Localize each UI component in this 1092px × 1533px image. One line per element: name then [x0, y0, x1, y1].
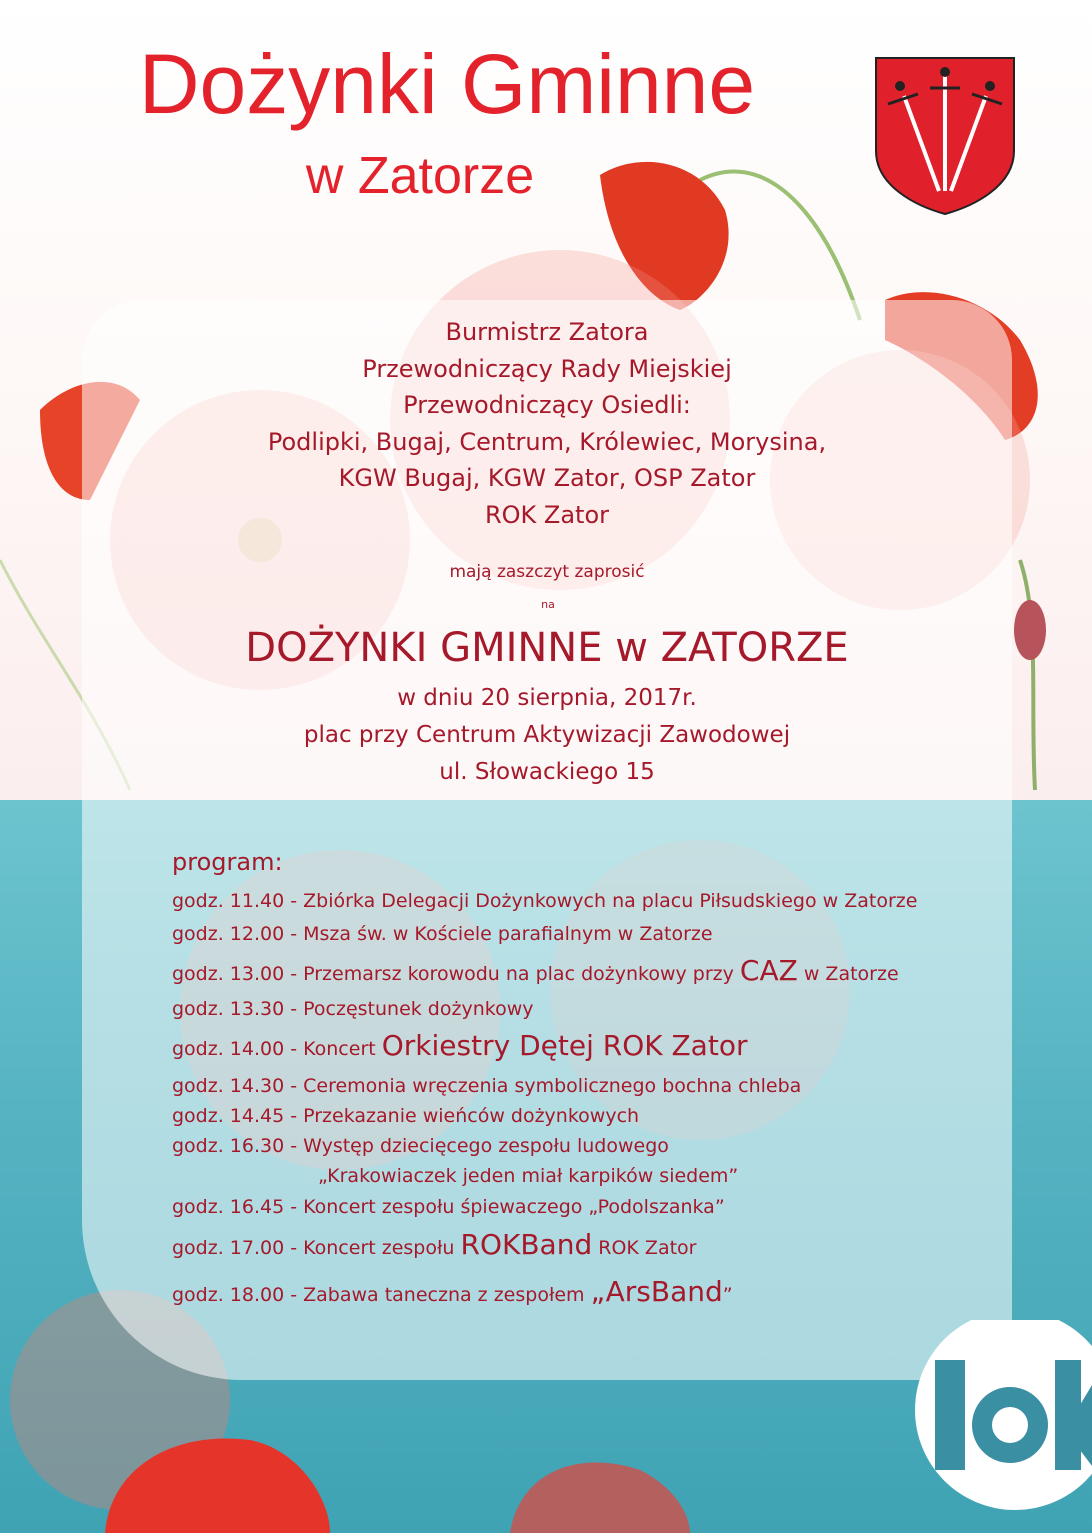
organizers-list: [200, 314, 894, 533]
program-item: godz. 13.00 - Przemarsz korowodu na plac dożynkowy przy CAZ w Zatorze: [172, 954, 899, 987]
program-heading: program:: [172, 848, 283, 876]
organizer-line: Burmistrz Zatora: [445, 318, 649, 346]
program-highlight: CAZ: [739, 954, 798, 987]
program-item: godz. 12.00 - Msza św. w Kościele parafialnym w Zatorze: [172, 923, 713, 945]
sub-title: w Zatorze: [305, 147, 535, 205]
program-highlight: Orkiestry Dętej ROK Zator: [381, 1029, 748, 1062]
program-item: godz. 14.45 - Przekazanie wieńców dożynkowych: [172, 1105, 640, 1127]
zator-coat-of-arms-icon: [874, 56, 1016, 216]
program-item: godz. 17.00 - Koncert zespołu ROKBand ROK Zator: [172, 1228, 697, 1261]
main-title: Dożynki Gminne: [138, 37, 756, 131]
invite-text: mają zaszczyt zaprosić: [449, 562, 645, 582]
organizer-line: Przewodniczący Osiedli:: [403, 391, 691, 419]
program-item: godz. 14.30 - Ceremonia wręczenia symbolicznego bochna chleba: [172, 1075, 802, 1097]
program-item: godz. 16.45 - Koncert zespołu śpiewaczego „Podolszanka”: [172, 1196, 725, 1218]
program-item: godz. 13.30 - Poczęstunek dożynkowy: [172, 998, 534, 1020]
program-item: godz. 16.30 - Występ dziecięcego zespołu ludowego: [172, 1135, 669, 1157]
event-address: ul. Słowackiego 15: [439, 759, 655, 785]
event-place: plac przy Centrum Aktywizacji Zawodowej: [303, 722, 791, 748]
invite-na: na: [541, 598, 555, 611]
program-item: godz. 14.00 - Koncert Orkiestry Dętej ROK Zator: [172, 1029, 748, 1062]
organizer-line: ROK Zator: [484, 500, 610, 529]
rok-logo-icon: [905, 1320, 1092, 1520]
program-highlight: „ArsBand: [590, 1275, 723, 1308]
program-item: godz. 18.00 - Zabawa taneczna z zespołem „ArsBand”: [172, 1275, 733, 1308]
organizer-line: Podlipki, Bugaj, Centrum, Królewiec, Morysina,: [267, 427, 827, 456]
organizer-line: Przewodniczący Rady Miejskiej: [362, 354, 732, 383]
program-item: godz. 11.40 - Zbiórka Delegacji Dożynkowych na placu Piłsudskiego w Zatorze: [172, 890, 918, 912]
event-date: w dniu 20 sierpnia, 2017r.: [397, 685, 697, 711]
program-highlight: ROKBand: [460, 1228, 593, 1261]
organizer-line: KGW Bugaj, KGW Zator, OSP Zator: [338, 464, 756, 492]
event-title: DOŻYNKI GMINNE w ZATORZE: [245, 625, 849, 671]
event-details: [200, 680, 894, 791]
program-item: „Krakowiaczek jeden miał karpików siedem”: [318, 1165, 739, 1187]
program-list: [172, 885, 1002, 1317]
